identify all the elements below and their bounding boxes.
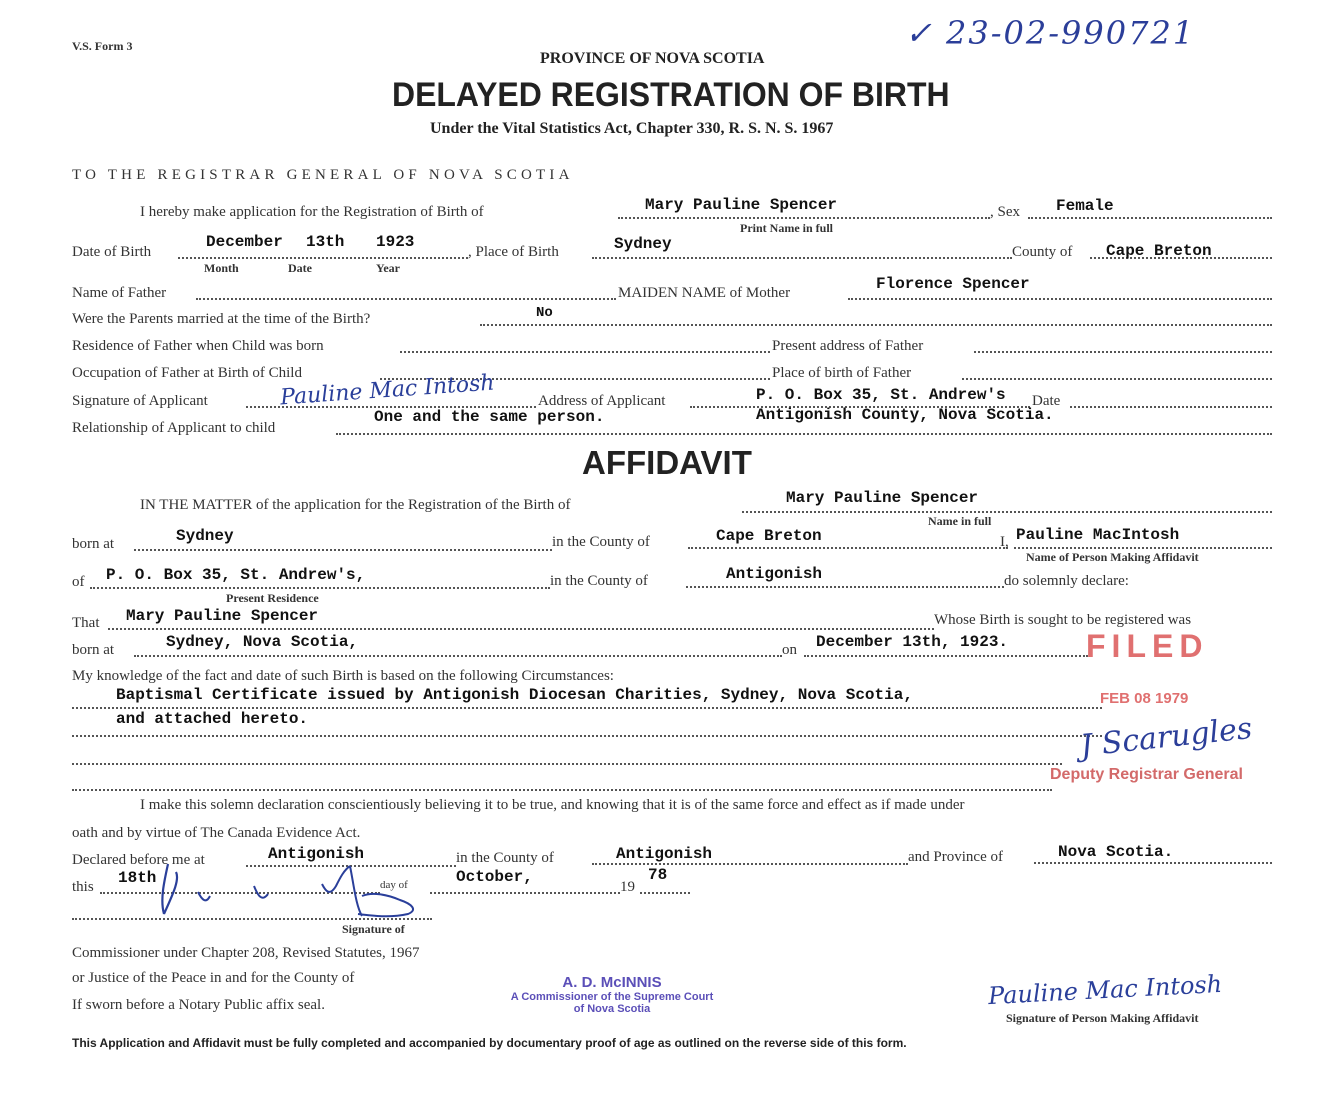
date-label: Date	[1032, 393, 1061, 409]
deponent-signature-label: Signature of Person Making Affidavit	[1006, 1011, 1199, 1025]
place-of-birth-value: Sydney	[614, 235, 672, 253]
province-heading: PROVINCE OF NOVA SCOTIA	[540, 50, 765, 67]
sex-value: Female	[1056, 197, 1114, 215]
mother-name-label: MAIDEN NAME of Mother	[618, 285, 791, 301]
declared-before-label: Declared before me at	[72, 852, 205, 868]
commissioner-stamp-line2: of Nova Scotia	[573, 1003, 651, 1015]
handwritten-registration-number: ✓ 23-02-990721	[905, 14, 1196, 52]
born-at2-value: Sydney, Nova Scotia,	[166, 633, 359, 651]
province-value: Nova Scotia.	[1058, 843, 1174, 861]
that-label: That	[72, 615, 100, 631]
commissioner-signature	[150, 856, 430, 926]
whose-birth-label: Whose Birth is sought to be registered was	[934, 612, 1192, 628]
footer-note: This Application and Affidavit must be fully completed and accompanied by documentary proof of age as outlined on the reverse side of this form.	[72, 1036, 907, 1050]
applicant-address-line1: P. O. Box 35, St. Andrew's	[756, 386, 1006, 404]
present-residence-hint: Present Residence	[226, 591, 319, 605]
commissioner-stamp-name: A. D. McINNIS	[562, 974, 662, 991]
solemn-declaration-line1: I make this solemn declaration conscientiously believing it to be true, and knowing that it is of the same force and effect as if made under	[140, 797, 965, 813]
father-residence-label: Residence of Father when Child was born	[72, 338, 324, 354]
father-present-address-label: Present address of Father	[772, 338, 924, 354]
application-intro: I hereby make application for the Registration of Birth of	[140, 204, 484, 220]
matter-label: IN THE MATTER of the application for the Registration of the Birth of	[140, 497, 571, 513]
father-name-label: Name of Father	[72, 285, 167, 301]
relationship-label: Relationship of Applicant to child	[72, 420, 276, 436]
print-name-hint: Print Name in full	[740, 221, 833, 235]
i-label: I,	[1000, 534, 1009, 550]
commissioner-stamp	[474, 974, 750, 1015]
name-in-full-hint: Name in full	[928, 514, 992, 528]
filed-stamp: FILED	[1086, 628, 1209, 664]
declared-day-value: 18th	[118, 869, 157, 887]
parents-married-value: No	[536, 305, 553, 321]
born-at2-label: born at	[72, 642, 115, 658]
place-of-birth-label: , Place of Birth	[468, 244, 559, 260]
page-subtitle: Under the Vital Statistics Act, Chapter 330, R. S. N. S. 1967	[430, 120, 834, 137]
affidavit-county-value: Cape Breton	[716, 527, 822, 545]
year-hint: Year	[376, 261, 400, 275]
applicant-address-label: Address of Applicant	[538, 393, 666, 409]
notary-line: If sworn before a Notary Public affix seal.	[72, 997, 325, 1013]
county2-value: Antigonish	[726, 565, 823, 583]
matter-name-value: Mary Pauline Spencer	[786, 489, 979, 507]
that-value: Mary Pauline Spencer	[126, 607, 319, 625]
deputy-registrar-stamp: Deputy Registrar General	[1050, 766, 1243, 783]
deponent-name-value: Pauline MacIntosh	[1016, 526, 1180, 544]
dob-date-value: 13th	[306, 233, 345, 251]
affidavit-heading: AFFIDAVIT	[582, 444, 752, 481]
declare-label: do solemnly declare:	[1004, 573, 1129, 589]
applicant-address-line2: Antigonish County, Nova Scotia.	[756, 406, 1054, 424]
declared-county-label: in the County of	[456, 850, 554, 866]
dob-label: Date of Birth	[72, 244, 152, 260]
sex-label: , Sex	[990, 204, 1020, 220]
child-name-value: Mary Pauline Spencer	[645, 196, 838, 214]
date-hint: Date	[288, 261, 312, 275]
filed-date-stamp: FEB 08 1979	[1100, 690, 1189, 707]
day-of-label: day of	[380, 879, 408, 891]
dob-year-value: 1923	[376, 233, 415, 251]
mother-name-value: Florence Spencer	[876, 275, 1030, 293]
declared-month-value: October,	[456, 868, 533, 886]
signature-of-label: Signature of	[342, 922, 405, 936]
circumstance-line1: Baptismal Certificate issued by Antigonish Diocesan Charities, Sydney, Nova Scotia,	[116, 686, 913, 704]
father-birthplace-label: Place of birth of Father	[772, 365, 912, 381]
parents-married-label: Were the Parents married at the time of the Birth?	[72, 311, 371, 327]
on-date-value: December 13th, 1923.	[816, 633, 1009, 651]
commissioner-line: Commissioner under Chapter 208, Revised Statutes, 1967	[72, 945, 420, 961]
justice-line: or Justice of the Peace in and for the County of	[72, 970, 355, 986]
of-residence-value: P. O. Box 35, St. Andrew's,	[106, 566, 366, 584]
county-label: County of	[1012, 244, 1073, 260]
of-label: of	[72, 574, 85, 590]
registrar-address-line: TO THE REGISTRAR GENERAL OF NOVA SCOTIA	[72, 167, 574, 183]
deputy-registrar-signature: J Scarugles	[1078, 711, 1254, 764]
applicant-signature-label: Signature of Applicant	[72, 393, 208, 409]
declared-county-value: Antigonish	[616, 845, 713, 863]
in-county-label: in the County of	[552, 534, 650, 550]
relationship-value: One and the same person.	[374, 408, 605, 426]
year-prefix: 19	[620, 879, 635, 895]
dob-month-value: December	[206, 233, 283, 251]
month-hint: Month	[204, 261, 239, 275]
born-at-label: born at	[72, 536, 115, 552]
form-number: V.S. Form 3	[72, 39, 133, 53]
page-title: DELAYED REGISTRATION OF BIRTH	[392, 76, 950, 114]
this-label: this	[72, 879, 94, 895]
circumstance-line2: and attached hereto.	[116, 710, 309, 728]
solemn-declaration-line2: oath and by virtue of The Canada Evidence Act.	[72, 825, 361, 841]
knowledge-label: My knowledge of the fact and date of such Birth is based on the following Circumstances:	[72, 668, 614, 684]
province-label: and Province of	[908, 849, 1003, 865]
deponent-hint: Name of Person Making Affidavit	[1026, 550, 1199, 564]
on-label: on	[782, 642, 797, 658]
applicant-signature: Pauline Mac Intosh	[279, 370, 496, 411]
county-value: Cape Breton	[1106, 242, 1212, 260]
deponent-signature: Pauline Mac Intosh	[987, 969, 1223, 1011]
father-occupation-label: Occupation of Father at Birth of Child	[72, 365, 302, 381]
commissioner-stamp-line1: A Commissioner of the Supreme Court	[510, 991, 714, 1003]
declared-at-value: Antigonish	[268, 845, 365, 863]
declared-year-value: 78	[648, 866, 668, 884]
in-county2-label: in the County of	[550, 573, 648, 589]
born-at-value: Sydney	[176, 527, 234, 545]
